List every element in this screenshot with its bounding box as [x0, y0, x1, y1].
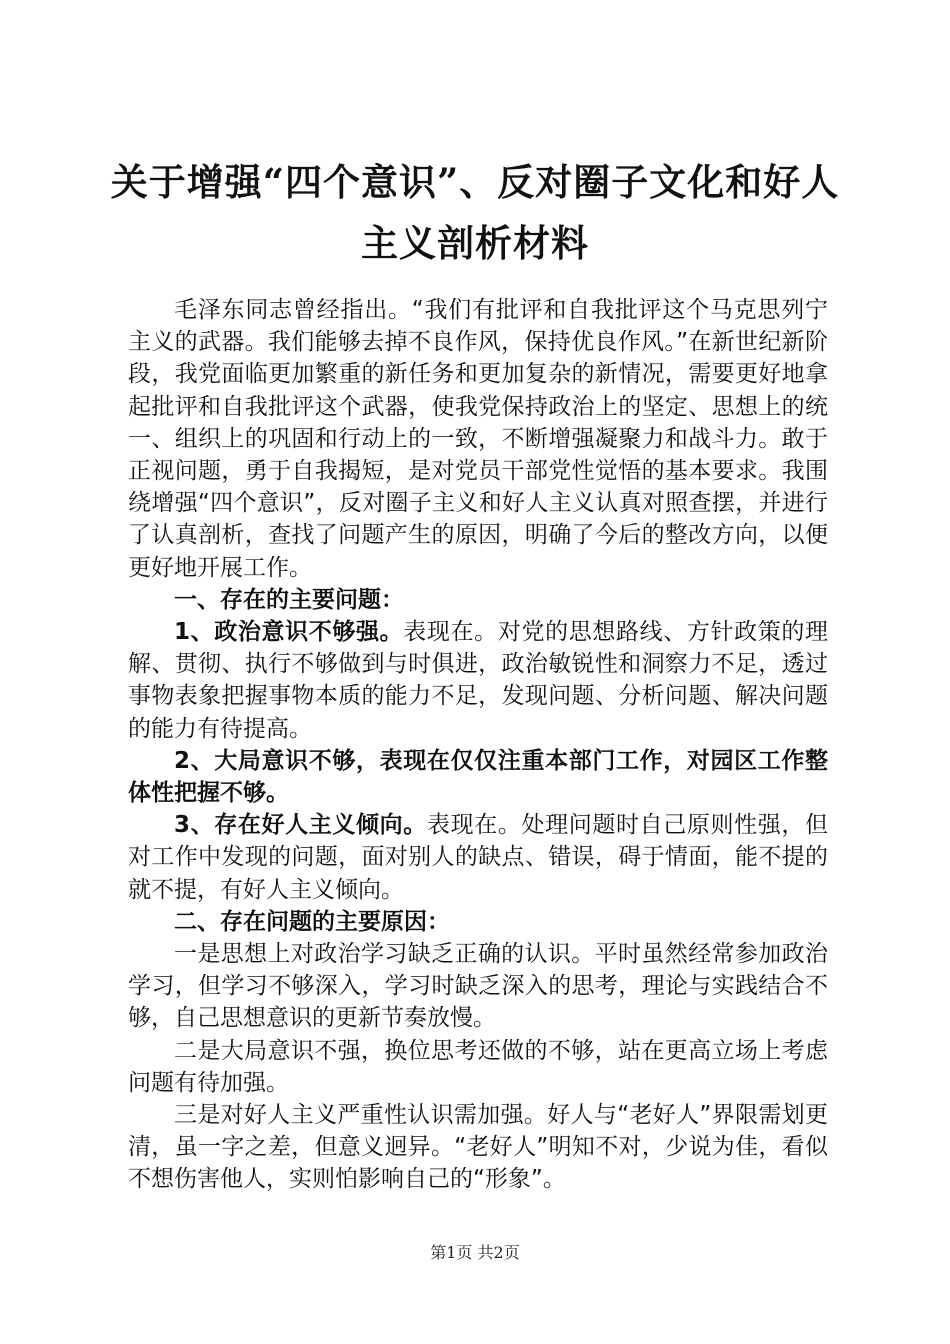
paragraph-cause-one: 一是思想上对政治学习缺乏正确的认识。平时虽然经常参加政治学习，但学习不够深入，学习时缺乏深入的思考，理论与实践结合不够，自己思想意识的更新节奏放慢。	[128, 941, 828, 1032]
paragraph-nice-guy-tendency	[128, 809, 828, 906]
page-footer: 第1页 共2页	[430, 1243, 520, 1262]
document-title-line-1: 关于增强“四个意识”、反对圈子文化和好人	[110, 160, 840, 204]
document-body	[128, 294, 828, 1196]
section-heading-causes: 二、存在问题的主要原因：	[174, 908, 450, 935]
paragraph-intro: 毛泽东同志曾经指出。“我们有批评和自我批评这个马克思列宁主义的武器。我们能够去掉不良作风，保持优良作风。”在新世纪新阶段，我党面临更加繁重的新任务和更加复杂的新情况，需要更好地拿起批评和自我批评这个武器，使我党保持政治上的坚定、思想上的统一、组织上的巩固和行动上的一致，不断增强凝聚力和战斗力。敢于正视问题，勇于自我揭短，是对党员干部党性觉悟的基本要求。我围绕增强“四个意识”，反对圈子主义和好人主义认真对照查摆，并进行了认真剖析，查找了问题产生的原因，明确了今后的整改方向，以便更好地开展工作。	[128, 297, 828, 581]
paragraph-political-awareness-text: 表现在。对党的思想路线、方针政策的理解、贯彻、执行不够做到与时俱进，政治敏锐性和洞察力不足，透过事物表象把握事物本质的能力不足，发现问题、分析问题、解决问题的能力有待提高。	[128, 619, 828, 742]
paragraph-cause-two: 二是大局意识不强，换位思考还做的不够，站在更高立场上考虑问题有待加强。	[128, 1037, 828, 1096]
paragraph-cause-three: 三是对好人主义严重性认识需加强。好人与“老好人”界限需划更清，虽一字之差，但意义迥异。“老好人”明知不对，少说为佳，看似不想伤害他人，实则怕影响自己的“形象”。	[128, 1102, 828, 1193]
paragraph-political-awareness-lead: 1、政治意识不够强。	[174, 619, 404, 646]
paragraph-political-awareness	[128, 616, 828, 745]
paragraph-overall-awareness: 2、大局意识不够，表现在仅仅注重本部门工作，对园区工作整体性把握不够。	[128, 747, 828, 807]
section-heading-problems: 一、存在的主要问题：	[174, 586, 404, 613]
paragraph-nice-guy-tendency-text: 表现在。处理问题时自己原则性强，但对工作中发现的问题，面对别人的缺点、错误，碍于情面，能不提的就不提，有好人主义倾向。	[128, 812, 829, 903]
document-title-line-2: 主义剖析材料	[361, 221, 589, 265]
paragraph-nice-guy-tendency-lead: 3、存在好人主义倾向。	[174, 812, 427, 839]
